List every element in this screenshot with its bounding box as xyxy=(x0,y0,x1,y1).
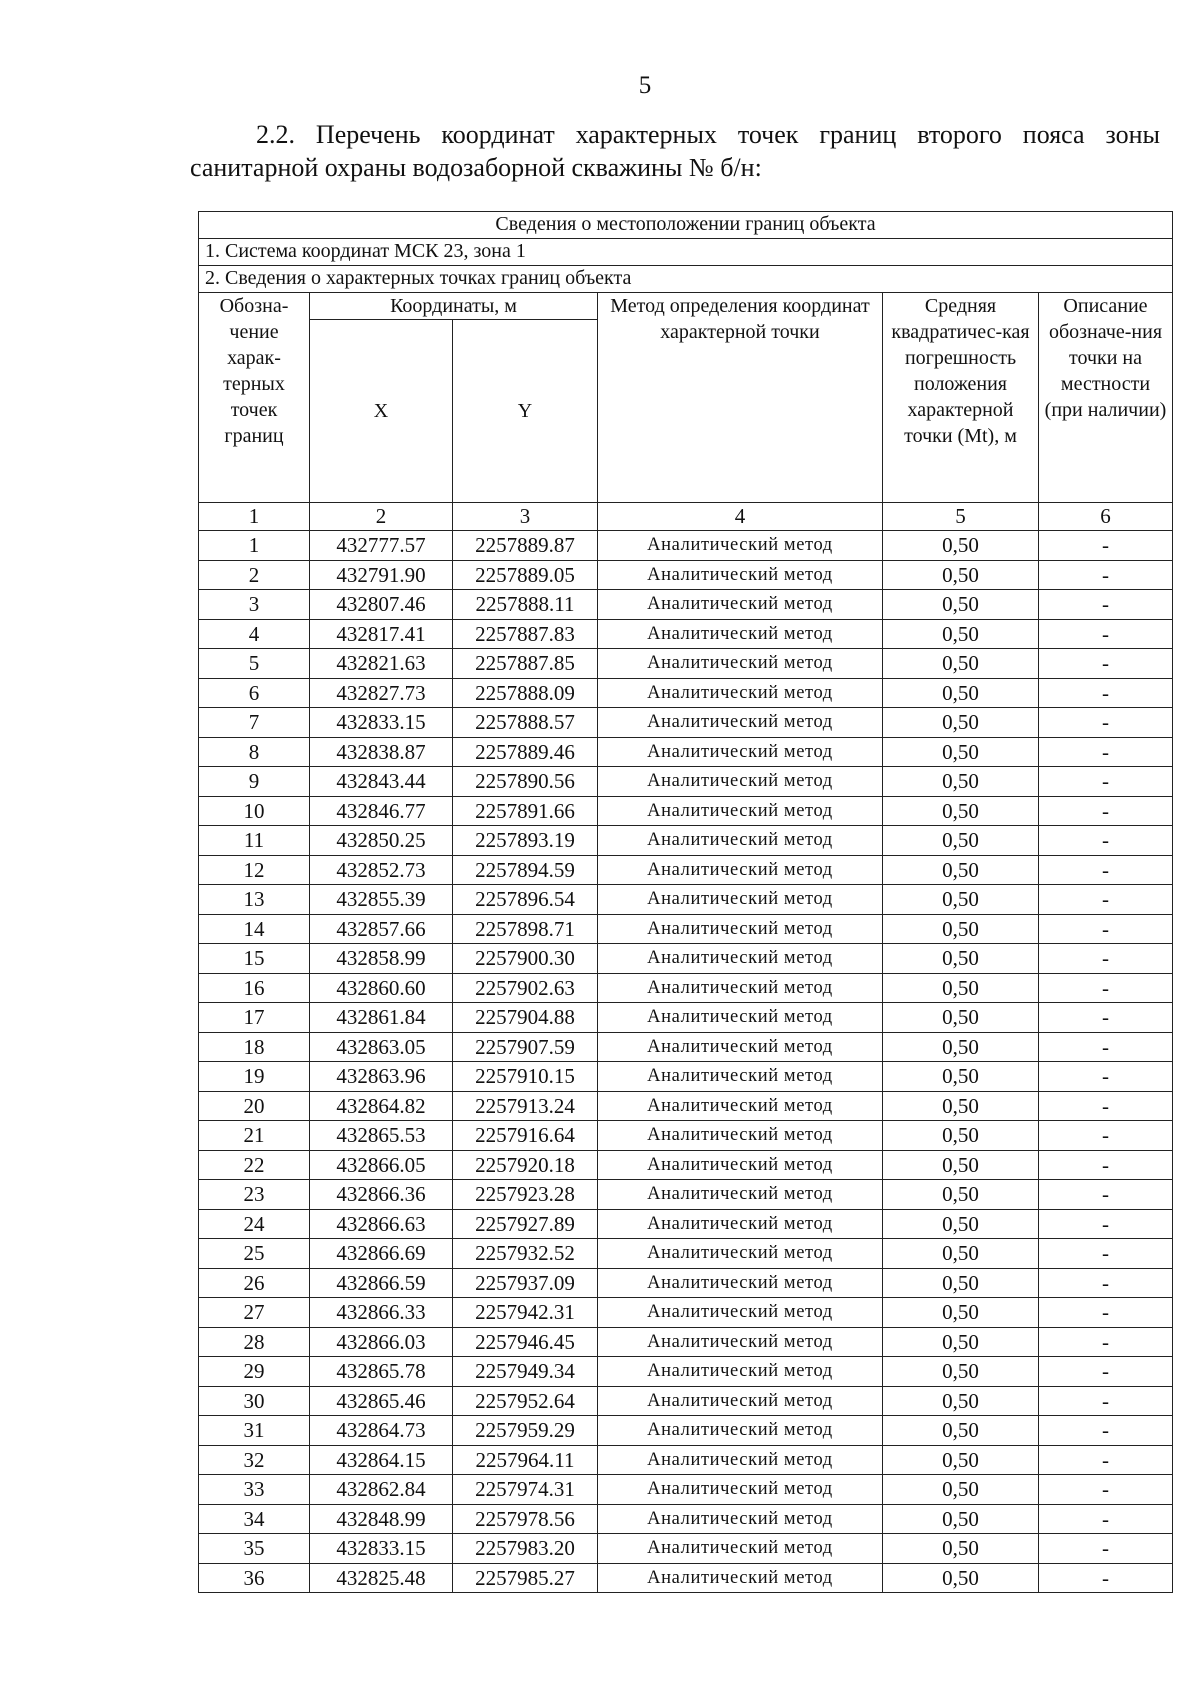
table-row xyxy=(199,1563,1173,1593)
method-cell: Аналитический метод xyxy=(598,1298,883,1328)
table-row xyxy=(199,826,1173,856)
x-coordinate-cell: 432866.59 xyxy=(310,1268,453,1298)
point-number-cell: 26 xyxy=(199,1268,310,1298)
method-cell: Аналитический метод xyxy=(598,678,883,708)
y-coordinate-cell: 2257894.59 xyxy=(453,855,598,885)
method-cell: Аналитический метод xyxy=(598,885,883,915)
description-cell: - xyxy=(1039,619,1173,649)
point-number-cell: 18 xyxy=(199,1032,310,1062)
description-cell: - xyxy=(1039,855,1173,885)
x-coordinate-cell: 432855.39 xyxy=(310,885,453,915)
column-number: 4 xyxy=(598,503,883,531)
y-coordinate-cell: 2257898.71 xyxy=(453,914,598,944)
point-number-cell: 20 xyxy=(199,1091,310,1121)
table-row xyxy=(199,796,1173,826)
method-cell: Аналитический метод xyxy=(598,590,883,620)
table-row xyxy=(199,1180,1173,1210)
error-cell: 0,50 xyxy=(883,1386,1039,1416)
description-cell: - xyxy=(1039,1091,1173,1121)
y-coordinate-cell: 2257896.54 xyxy=(453,885,598,915)
method-cell: Аналитический метод xyxy=(598,1003,883,1033)
method-cell: Аналитический метод xyxy=(598,1121,883,1151)
table-row xyxy=(199,1209,1173,1239)
point-number-cell: 4 xyxy=(199,619,310,649)
table-row xyxy=(199,767,1173,797)
y-coordinate-cell: 2257946.45 xyxy=(453,1327,598,1357)
description-cell: - xyxy=(1039,1475,1173,1505)
point-number-cell: 16 xyxy=(199,973,310,1003)
y-coordinate-cell: 2257889.05 xyxy=(453,560,598,590)
point-number-cell: 36 xyxy=(199,1563,310,1593)
method-cell: Аналитический метод xyxy=(598,1534,883,1564)
error-cell: 0,50 xyxy=(883,855,1039,885)
point-number-cell: 23 xyxy=(199,1180,310,1210)
y-coordinate-cell: 2257893.19 xyxy=(453,826,598,856)
x-coordinate-cell: 432777.57 xyxy=(310,531,453,561)
y-coordinate-cell: 2257889.46 xyxy=(453,737,598,767)
error-cell: 0,50 xyxy=(883,796,1039,826)
method-cell: Аналитический метод xyxy=(598,973,883,1003)
description-cell: - xyxy=(1039,767,1173,797)
point-number-cell: 7 xyxy=(199,708,310,738)
y-coordinate-cell: 2257887.83 xyxy=(453,619,598,649)
method-cell: Аналитический метод xyxy=(598,1563,883,1593)
point-number-cell: 6 xyxy=(199,678,310,708)
y-coordinate-cell: 2257932.52 xyxy=(453,1239,598,1269)
point-number-cell: 25 xyxy=(199,1239,310,1269)
table-row xyxy=(199,1504,1173,1534)
error-cell: 0,50 xyxy=(883,560,1039,590)
column-number: 3 xyxy=(453,503,598,531)
table-row xyxy=(199,855,1173,885)
coord-system-row: 1. Система координат МСК 23, зона 1 xyxy=(199,239,1173,266)
y-coordinate-cell: 2257927.89 xyxy=(453,1209,598,1239)
method-cell: Аналитический метод xyxy=(598,796,883,826)
y-coordinate-cell: 2257920.18 xyxy=(453,1150,598,1180)
method-cell: Аналитический метод xyxy=(598,1386,883,1416)
point-number-cell: 1 xyxy=(199,531,310,561)
description-cell: - xyxy=(1039,1180,1173,1210)
x-coordinate-cell: 432863.05 xyxy=(310,1032,453,1062)
x-coordinate-cell: 432843.44 xyxy=(310,767,453,797)
method-cell: Аналитический метод xyxy=(598,826,883,856)
description-cell: - xyxy=(1039,1504,1173,1534)
method-cell: Аналитический метод xyxy=(598,1357,883,1387)
point-number-cell: 21 xyxy=(199,1121,310,1151)
description-cell: - xyxy=(1039,826,1173,856)
description-cell: - xyxy=(1039,796,1173,826)
description-cell: - xyxy=(1039,1209,1173,1239)
point-number-cell: 15 xyxy=(199,944,310,974)
error-cell: 0,50 xyxy=(883,1150,1039,1180)
error-cell: 0,50 xyxy=(883,767,1039,797)
method-cell: Аналитический метод xyxy=(598,737,883,767)
column-number: 2 xyxy=(310,503,453,531)
point-number-cell: 13 xyxy=(199,885,310,915)
point-number-cell: 2 xyxy=(199,560,310,590)
header-coordinates: Координаты, м xyxy=(310,293,598,320)
error-cell: 0,50 xyxy=(883,1357,1039,1387)
points-header-row: 2. Сведения о характерных точках границ объекта xyxy=(199,266,1173,293)
table-row xyxy=(199,1327,1173,1357)
y-coordinate-cell: 2257937.09 xyxy=(453,1268,598,1298)
error-cell: 0,50 xyxy=(883,826,1039,856)
description-cell: - xyxy=(1039,1534,1173,1564)
error-cell: 0,50 xyxy=(883,1003,1039,1033)
description-cell: - xyxy=(1039,560,1173,590)
method-cell: Аналитический метод xyxy=(598,1091,883,1121)
error-cell: 0,50 xyxy=(883,1268,1039,1298)
description-cell: - xyxy=(1039,1416,1173,1446)
table-row xyxy=(199,590,1173,620)
description-cell: - xyxy=(1039,1062,1173,1092)
x-coordinate-cell: 432866.03 xyxy=(310,1327,453,1357)
table-row xyxy=(199,1445,1173,1475)
column-number: 5 xyxy=(883,503,1039,531)
method-cell: Аналитический метод xyxy=(598,1327,883,1357)
y-coordinate-cell: 2257902.63 xyxy=(453,973,598,1003)
error-cell: 0,50 xyxy=(883,1563,1039,1593)
y-coordinate-cell: 2257985.27 xyxy=(453,1563,598,1593)
y-coordinate-cell: 2257923.28 xyxy=(453,1180,598,1210)
description-cell: - xyxy=(1039,737,1173,767)
point-number-cell: 17 xyxy=(199,1003,310,1033)
x-coordinate-cell: 432827.73 xyxy=(310,678,453,708)
x-coordinate-cell: 432861.84 xyxy=(310,1003,453,1033)
point-number-cell: 19 xyxy=(199,1062,310,1092)
description-cell: - xyxy=(1039,649,1173,679)
description-cell: - xyxy=(1039,1445,1173,1475)
y-coordinate-cell: 2257916.64 xyxy=(453,1121,598,1151)
y-coordinate-cell: 2257964.11 xyxy=(453,1445,598,1475)
table-row xyxy=(199,1475,1173,1505)
header-error: Средняя квадратичес-кая погрешность положения характерной точки (Mt), м xyxy=(883,293,1039,503)
description-cell: - xyxy=(1039,1563,1173,1593)
error-cell: 0,50 xyxy=(883,678,1039,708)
error-cell: 0,50 xyxy=(883,708,1039,738)
table-row xyxy=(199,1268,1173,1298)
table-row xyxy=(199,885,1173,915)
error-cell: 0,50 xyxy=(883,1209,1039,1239)
description-cell: - xyxy=(1039,678,1173,708)
error-cell: 0,50 xyxy=(883,531,1039,561)
method-cell: Аналитический метод xyxy=(598,708,883,738)
method-cell: Аналитический метод xyxy=(598,1268,883,1298)
table-row xyxy=(199,973,1173,1003)
table-row xyxy=(199,1416,1173,1446)
x-coordinate-cell: 432866.05 xyxy=(310,1150,453,1180)
description-cell: - xyxy=(1039,1268,1173,1298)
y-coordinate-cell: 2257904.88 xyxy=(453,1003,598,1033)
description-cell: - xyxy=(1039,1121,1173,1151)
section-heading-text: 2.2. Перечень координат характерных точек границ второго пояса зоны санитарной охраны водозаборной скважины № б/н: xyxy=(190,120,1160,182)
error-cell: 0,50 xyxy=(883,1416,1039,1446)
y-coordinate-cell: 2257978.56 xyxy=(453,1504,598,1534)
y-coordinate-cell: 2257983.20 xyxy=(453,1534,598,1564)
error-cell: 0,50 xyxy=(883,1091,1039,1121)
y-coordinate-cell: 2257949.34 xyxy=(453,1357,598,1387)
y-coordinate-cell: 2257888.11 xyxy=(453,590,598,620)
column-number: 6 xyxy=(1039,503,1173,531)
x-coordinate-cell: 432862.84 xyxy=(310,1475,453,1505)
error-cell: 0,50 xyxy=(883,914,1039,944)
description-cell: - xyxy=(1039,1298,1173,1328)
description-cell: - xyxy=(1039,885,1173,915)
table-row xyxy=(199,1298,1173,1328)
method-cell: Аналитический метод xyxy=(598,531,883,561)
header-method: Метод определения координат характерной точки xyxy=(598,293,883,503)
method-cell: Аналитический метод xyxy=(598,1150,883,1180)
y-coordinate-cell: 2257913.24 xyxy=(453,1091,598,1121)
table-row xyxy=(199,1239,1173,1269)
error-cell: 0,50 xyxy=(883,1534,1039,1564)
x-coordinate-cell: 432866.63 xyxy=(310,1209,453,1239)
y-coordinate-cell: 2257910.15 xyxy=(453,1062,598,1092)
table-row xyxy=(199,1062,1173,1092)
table-row xyxy=(199,619,1173,649)
description-cell: - xyxy=(1039,1003,1173,1033)
error-cell: 0,50 xyxy=(883,737,1039,767)
column-number: 1 xyxy=(199,503,310,531)
table-row xyxy=(199,678,1173,708)
x-coordinate-cell: 432864.82 xyxy=(310,1091,453,1121)
point-number-cell: 30 xyxy=(199,1386,310,1416)
method-cell: Аналитический метод xyxy=(598,944,883,974)
error-cell: 0,50 xyxy=(883,590,1039,620)
column-number-row xyxy=(199,503,1173,531)
y-coordinate-cell: 2257889.87 xyxy=(453,531,598,561)
error-cell: 0,50 xyxy=(883,1504,1039,1534)
method-cell: Аналитический метод xyxy=(598,1475,883,1505)
error-cell: 0,50 xyxy=(883,1327,1039,1357)
point-number-cell: 28 xyxy=(199,1327,310,1357)
x-coordinate-cell: 432866.36 xyxy=(310,1180,453,1210)
header-designation: Обозна-чение харак-терных точек границ xyxy=(199,293,310,503)
method-cell: Аналитический метод xyxy=(598,1239,883,1269)
y-coordinate-cell: 2257959.29 xyxy=(453,1416,598,1446)
y-coordinate-cell: 2257974.31 xyxy=(453,1475,598,1505)
point-number-cell: 27 xyxy=(199,1298,310,1328)
x-coordinate-cell: 432807.46 xyxy=(310,590,453,620)
method-cell: Аналитический метод xyxy=(598,1416,883,1446)
point-number-cell: 10 xyxy=(199,796,310,826)
y-coordinate-cell: 2257887.85 xyxy=(453,649,598,679)
x-coordinate-cell: 432846.77 xyxy=(310,796,453,826)
y-coordinate-cell: 2257888.57 xyxy=(453,708,598,738)
error-cell: 0,50 xyxy=(883,649,1039,679)
x-coordinate-cell: 432858.99 xyxy=(310,944,453,974)
error-cell: 0,50 xyxy=(883,1032,1039,1062)
x-coordinate-cell: 432838.87 xyxy=(310,737,453,767)
x-coordinate-cell: 432865.53 xyxy=(310,1121,453,1151)
table-row xyxy=(199,1534,1173,1564)
table-row xyxy=(199,531,1173,561)
table-row xyxy=(199,1032,1173,1062)
y-coordinate-cell: 2257952.64 xyxy=(453,1386,598,1416)
x-coordinate-cell: 432860.60 xyxy=(310,973,453,1003)
error-cell: 0,50 xyxy=(883,1239,1039,1269)
x-coordinate-cell: 432863.96 xyxy=(310,1062,453,1092)
section-heading xyxy=(190,118,1160,184)
y-coordinate-cell: 2257891.66 xyxy=(453,796,598,826)
error-cell: 0,50 xyxy=(883,973,1039,1003)
point-number-cell: 9 xyxy=(199,767,310,797)
table-row xyxy=(199,737,1173,767)
method-cell: Аналитический метод xyxy=(598,1504,883,1534)
x-coordinate-cell: 432857.66 xyxy=(310,914,453,944)
point-number-cell: 5 xyxy=(199,649,310,679)
description-cell: - xyxy=(1039,944,1173,974)
error-cell: 0,50 xyxy=(883,1475,1039,1505)
x-coordinate-cell: 432817.41 xyxy=(310,619,453,649)
method-cell: Аналитический метод xyxy=(598,619,883,649)
table-row xyxy=(199,914,1173,944)
method-cell: Аналитический метод xyxy=(598,1032,883,1062)
y-coordinate-cell: 2257890.56 xyxy=(453,767,598,797)
error-cell: 0,50 xyxy=(883,1445,1039,1475)
point-number-cell: 34 xyxy=(199,1504,310,1534)
description-cell: - xyxy=(1039,1239,1173,1269)
point-number-cell: 29 xyxy=(199,1357,310,1387)
method-cell: Аналитический метод xyxy=(598,914,883,944)
coordinates-table xyxy=(198,211,1173,1593)
point-number-cell: 14 xyxy=(199,914,310,944)
table-row xyxy=(199,708,1173,738)
point-number-cell: 8 xyxy=(199,737,310,767)
x-coordinate-cell: 432866.33 xyxy=(310,1298,453,1328)
description-cell: - xyxy=(1039,1150,1173,1180)
description-cell: - xyxy=(1039,708,1173,738)
error-cell: 0,50 xyxy=(883,944,1039,974)
x-coordinate-cell: 432821.63 xyxy=(310,649,453,679)
description-cell: - xyxy=(1039,1386,1173,1416)
method-cell: Аналитический метод xyxy=(598,1445,883,1475)
x-coordinate-cell: 432864.73 xyxy=(310,1416,453,1446)
x-coordinate-cell: 432825.48 xyxy=(310,1563,453,1593)
x-coordinate-cell: 432833.15 xyxy=(310,1534,453,1564)
table-row xyxy=(199,1386,1173,1416)
x-coordinate-cell: 432848.99 xyxy=(310,1504,453,1534)
x-coordinate-cell: 432864.15 xyxy=(310,1445,453,1475)
y-coordinate-cell: 2257907.59 xyxy=(453,1032,598,1062)
point-number-cell: 31 xyxy=(199,1416,310,1446)
method-cell: Аналитический метод xyxy=(598,649,883,679)
x-coordinate-cell: 432850.25 xyxy=(310,826,453,856)
point-number-cell: 22 xyxy=(199,1150,310,1180)
method-cell: Аналитический метод xyxy=(598,855,883,885)
table-row xyxy=(199,1150,1173,1180)
description-cell: - xyxy=(1039,1357,1173,1387)
x-coordinate-cell: 432852.73 xyxy=(310,855,453,885)
table-row xyxy=(199,1003,1173,1033)
point-number-cell: 11 xyxy=(199,826,310,856)
description-cell: - xyxy=(1039,590,1173,620)
page-number: 5 xyxy=(638,72,652,99)
table-row xyxy=(199,1357,1173,1387)
header-x: X xyxy=(310,320,453,503)
description-cell: - xyxy=(1039,531,1173,561)
table-row xyxy=(199,944,1173,974)
error-cell: 0,50 xyxy=(883,1180,1039,1210)
point-number-cell: 35 xyxy=(199,1534,310,1564)
table-row xyxy=(199,560,1173,590)
x-coordinate-cell: 432865.46 xyxy=(310,1386,453,1416)
description-cell: - xyxy=(1039,973,1173,1003)
table-row xyxy=(199,1091,1173,1121)
method-cell: Аналитический метод xyxy=(598,767,883,797)
point-number-cell: 12 xyxy=(199,855,310,885)
y-coordinate-cell: 2257942.31 xyxy=(453,1298,598,1328)
y-coordinate-cell: 2257888.09 xyxy=(453,678,598,708)
method-cell: Аналитический метод xyxy=(598,1209,883,1239)
error-cell: 0,50 xyxy=(883,1121,1039,1151)
description-cell: - xyxy=(1039,1032,1173,1062)
point-number-cell: 24 xyxy=(199,1209,310,1239)
error-cell: 0,50 xyxy=(883,885,1039,915)
description-cell: - xyxy=(1039,1327,1173,1357)
x-coordinate-cell: 432865.78 xyxy=(310,1357,453,1387)
header-description: Описание обозначе-ния точки на местности (при наличии) xyxy=(1039,293,1173,503)
method-cell: Аналитический метод xyxy=(598,560,883,590)
table-title: Сведения о местоположении границ объекта xyxy=(199,212,1173,239)
error-cell: 0,50 xyxy=(883,1298,1039,1328)
method-cell: Аналитический метод xyxy=(598,1180,883,1210)
point-number-cell: 33 xyxy=(199,1475,310,1505)
x-coordinate-cell: 432833.15 xyxy=(310,708,453,738)
method-cell: Аналитический метод xyxy=(598,1062,883,1092)
table-row xyxy=(199,1121,1173,1151)
error-cell: 0,50 xyxy=(883,619,1039,649)
description-cell: - xyxy=(1039,914,1173,944)
table-row xyxy=(199,649,1173,679)
x-coordinate-cell: 432791.90 xyxy=(310,560,453,590)
header-y: Y xyxy=(453,320,598,503)
point-number-cell: 32 xyxy=(199,1445,310,1475)
error-cell: 0,50 xyxy=(883,1062,1039,1092)
y-coordinate-cell: 2257900.30 xyxy=(453,944,598,974)
point-number-cell: 3 xyxy=(199,590,310,620)
x-coordinate-cell: 432866.69 xyxy=(310,1239,453,1269)
